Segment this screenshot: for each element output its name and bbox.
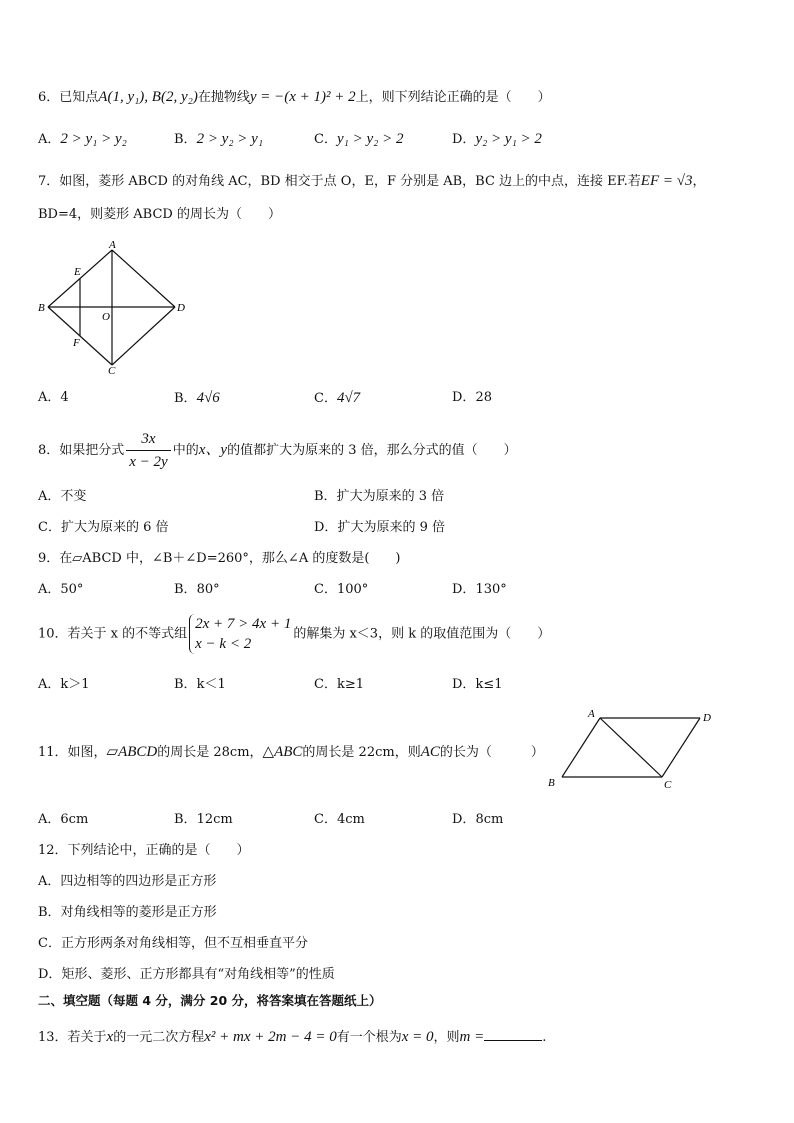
q11-option-c: C．4cm	[314, 812, 365, 827]
q8-fraction: $\frac{3x}{x - 2y}$	[126, 428, 170, 473]
q6-option-c: C．y₁ > y₂ > 2	[314, 131, 404, 147]
label-C: C	[664, 779, 672, 791]
label-D: D	[177, 302, 185, 314]
q9-option-d: D．130°	[452, 582, 507, 597]
q8-option-a: A．不变	[38, 489, 87, 504]
section-heading-fill-in: 二、填空题（每题 4 分，满分 20 分，将答案填在答题纸上）	[38, 993, 382, 1008]
q13-equation: x² + mx + 2m − 4 = 0	[204, 1029, 337, 1045]
q8-stem: 8．如果把分式 $\frac{3x}{x - 2y}$ 中的x、y的值都扩大为原来的 3 倍，那么分式的值（ ）	[38, 428, 517, 473]
label-C: C	[108, 365, 116, 375]
q7-ef-math: EF = √3	[640, 173, 693, 189]
q10-stem: 10．若关于 x 的不等式组 2x + 7 > 4x + 1 x − k < 2 的解集为 x＜3，则 k 的取值范围为（ ）	[38, 616, 551, 652]
q6-option-b: B．2 > y₂ > y₁	[174, 131, 264, 147]
q12-option-d: D．矩形、菱形、正方形都具有“对角线相等”的性质	[38, 967, 335, 982]
label-D: D	[703, 712, 711, 724]
label-B: B	[548, 777, 555, 789]
q7-option-a: A．4	[38, 390, 69, 405]
q8-option-c: C．扩大为原来的 6 倍	[38, 520, 169, 535]
label-O: O	[102, 311, 110, 323]
q6-option-a: A．2 > y₁ > y₂	[38, 131, 127, 147]
q11-option-a: A．6cm	[38, 812, 89, 827]
q7-rhombus-figure	[36, 240, 196, 375]
q12-option-a: A．四边相等的四边形是正方形	[38, 874, 217, 889]
q10-option-c: C．k≥1	[314, 677, 364, 692]
q8-option-d: D．扩大为原来的 9 倍	[314, 520, 445, 535]
q6-equation: y = −(x + 1)² + 2	[249, 89, 356, 105]
q7-stem-line1: 7．如图，菱形 ABCD 的对角线 AC，BD 相交于点 O，E，F 分别是 AB，BC 边上的中点，连接 EF.若EF = √3，	[38, 173, 706, 189]
q7-option-d: D．28	[452, 390, 492, 405]
label-B: B	[38, 302, 45, 314]
q10-option-d: D．k≤1	[452, 677, 503, 692]
q10-inequality-system: 2x + 7 > 4x + 1 x − k < 2	[189, 614, 291, 654]
q11-stem: 11．如图，▱ABCD的周长是 28cm，△ABC的周长是 22cm，则AC的长为（ ）	[38, 744, 544, 760]
q11-option-d: D．8cm	[452, 812, 504, 827]
q12-option-c: C．正方形两条对角线相等，但不互相垂直平分	[38, 936, 308, 951]
q7-stem-line2: BD=4，则菱形 ABCD 的周长为（ ）	[38, 207, 281, 222]
q8-option-b: B．扩大为原来的 3 倍	[314, 489, 445, 504]
label-F: F	[73, 337, 80, 349]
q9-option-a: A．50°	[38, 582, 84, 597]
q6-option-d: D．y₂ > y₁ > 2	[452, 131, 542, 147]
q7-option-c: C．4√7	[314, 390, 361, 406]
q12-option-b: B．对角线相等的菱形是正方形	[38, 905, 217, 920]
q11-parallelogram-figure	[540, 702, 725, 794]
label-A: A	[588, 708, 595, 720]
q6-points: A(1, y₁), B(2, y₂)	[98, 89, 198, 105]
label-A: A	[109, 240, 116, 251]
q12-stem: 12．下列结论中，正确的是（ ）	[38, 843, 250, 858]
q9-option-b: B．80°	[174, 582, 220, 597]
q13-stem: 13．若关于x的一元二次方程x² + mx + 2m − 4 = 0有一个根为x = 0，则m = .	[38, 1026, 546, 1047]
label-E: E	[74, 266, 81, 278]
q10-option-b: B．k＜1	[174, 677, 226, 692]
q11-option-b: B．12cm	[174, 812, 233, 827]
q7-option-b: B．4√6	[174, 390, 220, 406]
q13-answer-blank[interactable]	[484, 1026, 542, 1041]
q9-stem: 9．在▱ABCD 中，∠B＋∠D=260°，那么∠A 的度数是( )	[38, 551, 401, 566]
q10-option-a: A．k＞1	[38, 677, 90, 692]
q6-stem: 6．已知点A(1, y₁), B(2, y₂)在抛物线y = −(x + 1)² + 2上，则下列结论正确的是（ ）	[38, 89, 551, 105]
q9-option-c: C．100°	[314, 582, 369, 597]
